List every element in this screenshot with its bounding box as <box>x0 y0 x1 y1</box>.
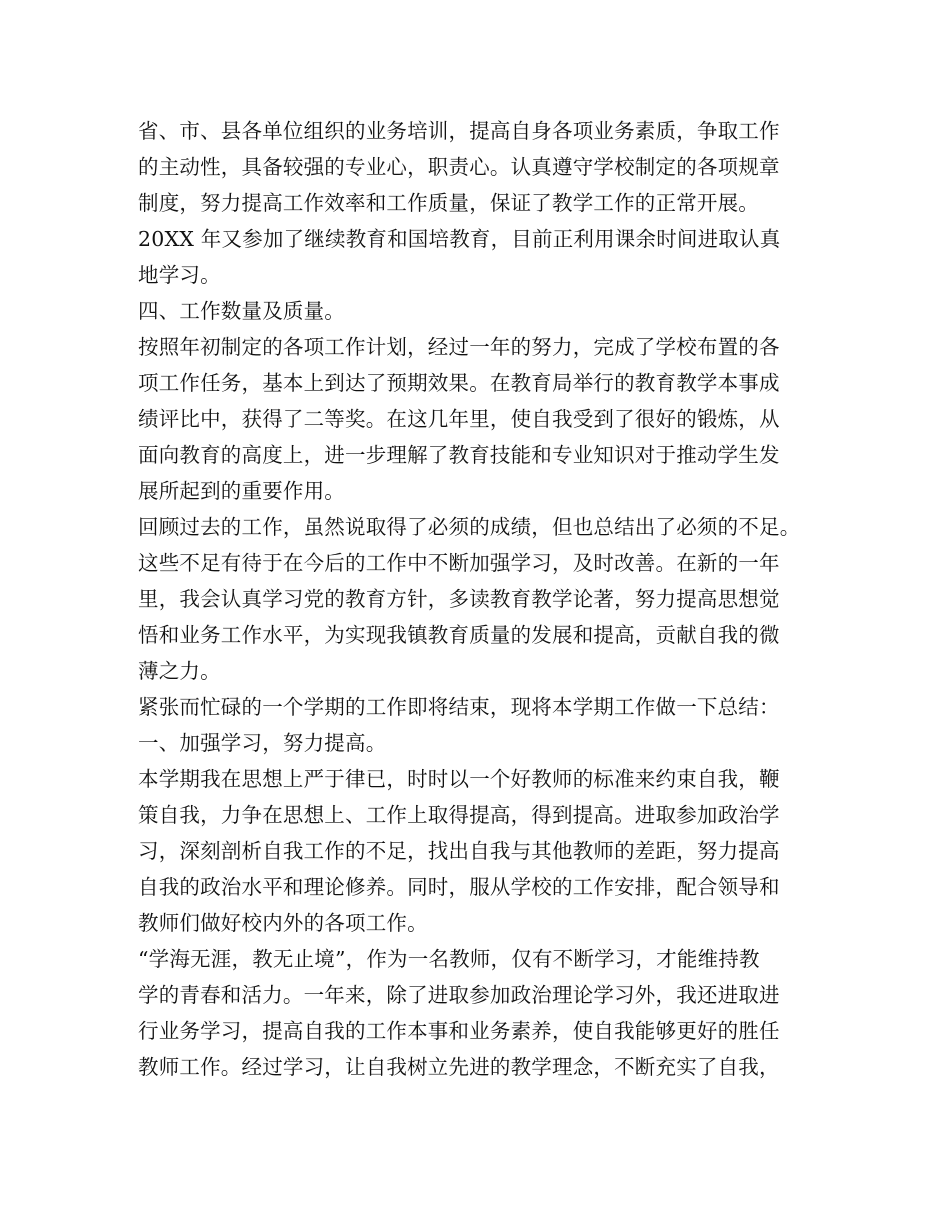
text-line: 里，我会认真学习党的教育方针，多读教育教学论著，努力提高思想觉 <box>138 587 780 611</box>
text-line: 策自我，力争在思想上、工作上取得提高，得到提高。进取参加政治学 <box>138 803 780 827</box>
text-line: 悟和业务工作水平，为实现我镇教育质量的发展和提高，贡献自我的微 <box>138 623 780 647</box>
text-line: 紧张而忙碌的一个学期的工作即将结束，现将本学期工作做一下总结： <box>138 695 780 719</box>
section-heading: 一、加强学习，努力提高。 <box>138 731 387 755</box>
text-line: 学的青春和活力。一年来，除了进取参加政治理论学习外，我还进取进 <box>138 983 780 1007</box>
text-line: 展所起到的重要作用。 <box>138 479 345 503</box>
text-line: 回顾过去的工作，虽然说取得了必须的成绩，但也总结出了必须的不足。 <box>138 515 801 539</box>
text-line: 按照年初制定的各项工作计划，经过一年的努力，完成了学校布置的各 <box>138 335 780 359</box>
text-line: 地学习。 <box>138 263 221 287</box>
text-line: 省、市、县各单位组织的业务培训，提高自身各项业务素质，争取工作 <box>138 119 780 143</box>
text-line: 习，深刻剖析自我工作的不足，找出自我与其他教师的差距，努力提高 <box>138 839 780 863</box>
text-line: 绩评比中，获得了二等奖。在这几年里，使自我受到了很好的锻炼，从 <box>138 407 780 431</box>
text-line: 教师们做好校内外的各项工作。 <box>138 911 428 935</box>
text-line: 项工作任务，基本上到达了预期效果。在教育局举行的教育教学本事成 <box>138 371 780 395</box>
text-line: 的主动性，具备较强的专业心，职责心。认真遵守学校制定的各项规章 <box>138 155 780 179</box>
text-line: 行业务学习，提高自我的工作本事和业务素养，使自我能够更好的胜任 <box>138 1019 780 1043</box>
text-line: 面向教育的高度上，进一步理解了教育技能和专业知识对于推动学生发 <box>138 443 780 467</box>
text-line: 制度，努力提高工作效率和工作质量，保证了教学工作的正常开展。 <box>138 191 759 215</box>
text-line: 自我的政治水平和理论修养。同时，服从学校的工作安排，配合领导和 <box>138 875 780 899</box>
text-line: 这些不足有待于在今后的工作中不断加强学习，及时改善。在新的一年 <box>138 551 780 575</box>
text-line: “学海无涯，教无止境”，作为一名教师，仅有不断学习，才能维持教 <box>138 947 760 971</box>
text-line: 薄之力。 <box>138 659 221 683</box>
text-line: 教师工作。经过学习，让自我树立先进的教学理念，不断充实了自我， <box>138 1055 780 1079</box>
document-body <box>138 113 828 1085</box>
text-line: 本学期我在思想上严于律已，时时以一个好教师的标准来约束自我，鞭 <box>138 767 780 791</box>
section-heading: 四、工作数量及质量。 <box>138 299 345 323</box>
text-line: 20XX 年又参加了继续教育和国培教育，目前正利用课余时间进取认真 <box>138 227 781 251</box>
